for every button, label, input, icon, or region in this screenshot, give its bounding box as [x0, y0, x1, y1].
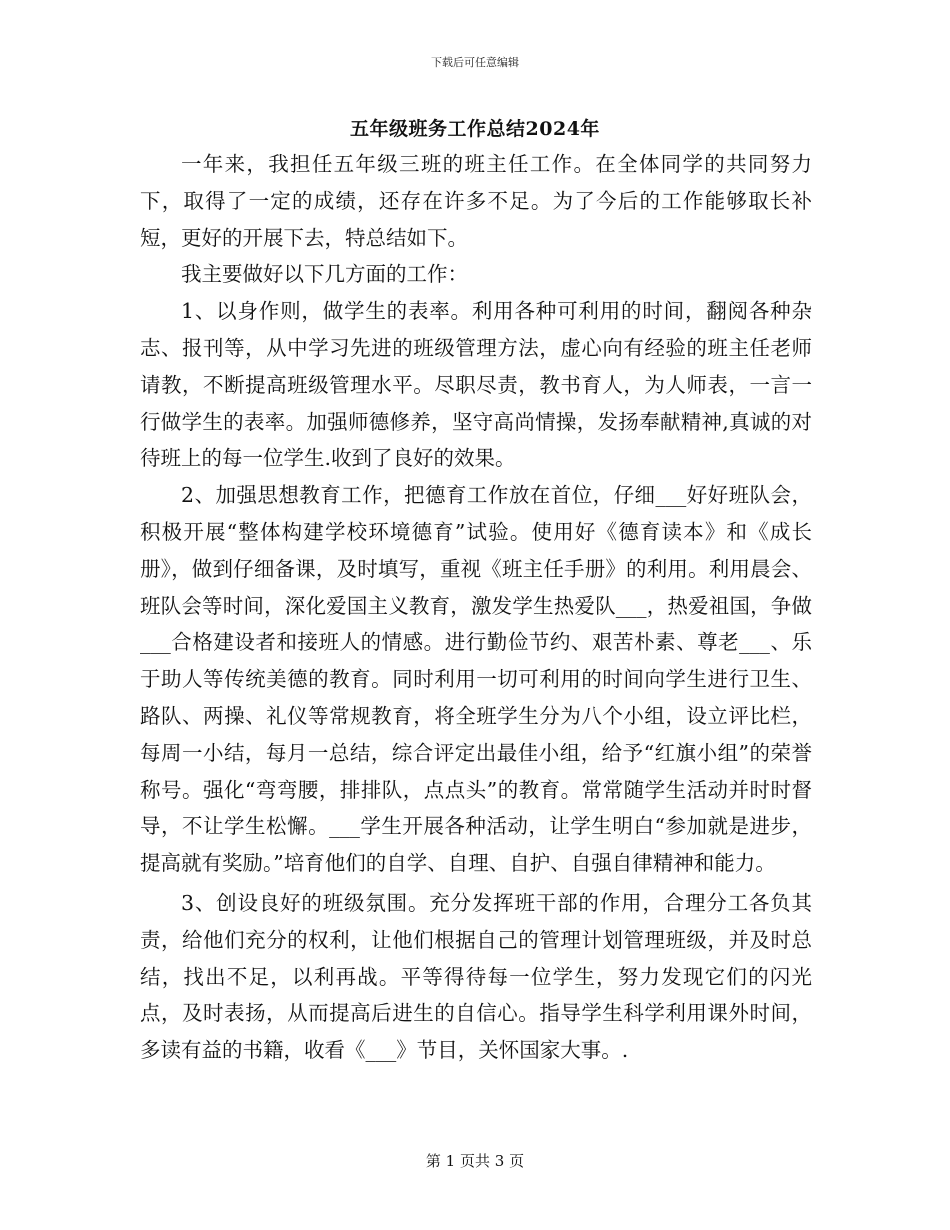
paragraph-intro: 一年来，我担任五年级三班的班主任工作。在全体同学的共同努力下，取得了一定的成绩，还存在许多不足。为了今后的工作能够取长补短，更好的开展下去，特总结如下。 [140, 152, 812, 250]
paragraph-item-1: 1、以身作则，做学生的表率。利用各种可利用的时间，翻阅各种杂志、报刊等，从中学习先进的班级管理方法，虚心向有经验的班主任老师请教，不断提高班级管理水平。尽职尽责，教书育人，为人师表，一言一行做学生的表率。加强师德修养，坚守高尚情操，发扬奉献精神,真诚的对待班上的每一位学生.收到了良好的效果。 [140, 299, 812, 471]
header-note: 下载后可任意编辑 [431, 56, 519, 69]
page-number: 第 1 页共 3 页 [425, 1152, 525, 1170]
paragraph-item-2: 2、加强思想教育工作，把德育工作放在首位，仔细___好好班队会，积极开展“整体构建学校环境德育”试验。使用好《德育读本》和《成长册》，做到仔细备课，及时填写，重视《班主任手册》的利用。利用晨会、班队会等时间，深化爱国主义教育，激发学生热爱队___，热爱祖国，争做___合格建设者和接班人的情感。进行勤俭节约、艰苦朴素、尊老___、乐于助人等传统美德的教育。同时利用一切可利用的时间向学生进行卫生、路队、两操、礼仪等常规教育，将全班学生分为八个小组，设立评比栏，每周一小结，每月一总结，综合评定出最佳小组，给予“红旗小组”的荣誉称号。强化“弯弯腰，排排队，点点头”的教育。常常随学生活动并时时督导，不让学生松懈。___学生开展各种活动，让学生明白“参加就是进步，提高就有奖励。”培育他们的自学、自理、自护、自强自律精神和能力。 [140, 483, 812, 876]
paragraph-lead: 我主要做好以下几方面的工作： [181, 262, 468, 287]
document-title: 五年级班务工作总结2024年 [350, 118, 600, 140]
paragraph-item-3: 3、创设良好的班级氛围。充分发挥班干部的作用，合理分工各负其责，给他们充分的权利，让他们根据自己的管理计划管理班级，并及时总结，找出不足，以利再战。平等得待每一位学生，努力发现它们的闪光点，及时表扬，从而提高后进生的自信心。指导学生科学利用课外时间，多读有益的书籍，收看《___》节目，关怀国家大事。. [140, 890, 812, 1063]
document-body [140, 146, 812, 1069]
